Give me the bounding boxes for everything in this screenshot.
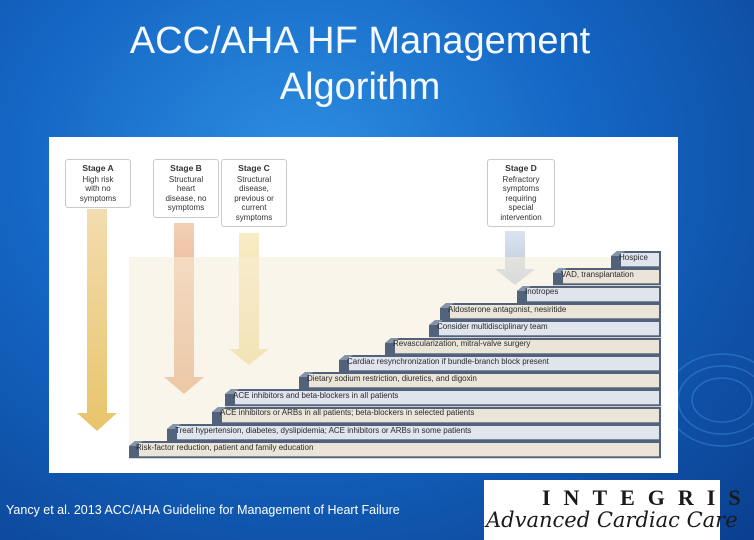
stage-c-box [221, 159, 287, 227]
stage-b-line: heart [176, 184, 196, 193]
stage-d-title: Stage D [505, 163, 537, 173]
stage-a-line: with no [85, 184, 111, 193]
step-label-5: Dietary sodium restriction, diuretics, and digoxin [307, 374, 477, 383]
stage-d-line: symptoms [502, 184, 540, 193]
step-label-10: Inotropes [525, 287, 559, 296]
step-label-2: Treat hypertension, diabetes, dyslipidemia; ACE inhibitors or ARBs in some patients [175, 426, 472, 435]
step-label-12: Hospice [619, 253, 648, 262]
stage-c-line: disease, [239, 184, 269, 193]
logo-wordmark: INTEGRIS [542, 485, 754, 510]
step-label-3: ACE inhibitors or ARBs in all patients; beta-blockers in selected patients [220, 408, 475, 417]
slide-title-line-1: ACC/AHA HF Management [129, 20, 591, 62]
step-label-8: Consider multidisciplinary team [437, 322, 548, 331]
stage-c-line: current [241, 203, 267, 212]
stage-b-line: symptoms [167, 203, 205, 212]
stage-b-line: disease, no [165, 193, 207, 203]
citation-text: Yancy et al. 2013 ACC/AHA Guideline for Management of Heart Failure [6, 503, 400, 517]
stage-c-line: previous or [234, 193, 274, 203]
stage-d-line: special [508, 203, 534, 212]
step-label-1: Risk-factor reduction, patient and family education [136, 443, 314, 452]
stage-d-box [487, 159, 555, 227]
stage-a-line: High risk [82, 174, 114, 184]
hf-algorithm-figure [49, 137, 678, 473]
stage-a-box [65, 159, 131, 208]
stage-c-title: Stage C [238, 163, 270, 173]
stage-d-line: Refractory [502, 174, 540, 184]
stage-a-line: symptoms [79, 193, 117, 203]
stage-c-line: Structural [236, 174, 272, 184]
stage-b-line: Structural [168, 174, 204, 184]
stage-a-arrow [77, 209, 117, 431]
step-label-9: Aldosterone antagonist, nesiritide [448, 305, 567, 314]
stage-b-title: Stage B [170, 163, 202, 173]
step-label-11: VAD, transplantation [561, 270, 634, 279]
stage-d-line: intervention [500, 212, 542, 222]
step-label-4: ACE inhibitors and beta-blockers in all patients [233, 391, 399, 400]
stage-a-title: Stage A [82, 163, 114, 173]
staircase-diagram [49, 137, 678, 473]
integris-logo [484, 480, 754, 540]
slide-title [60, 18, 660, 110]
stage-d-line: requiring [505, 193, 537, 203]
stage-b-box [153, 159, 219, 218]
step-label-7: Revascularization, mitral-valve surgery [393, 339, 531, 348]
slide-title-line-2: Algorithm [279, 66, 441, 108]
stage-c-line: symptoms [235, 212, 273, 222]
step-label-6: Cardiac resynchronization if bundle-branch block present [347, 357, 549, 366]
logo-subtitle: Advanced Cardiac Care [486, 508, 738, 532]
